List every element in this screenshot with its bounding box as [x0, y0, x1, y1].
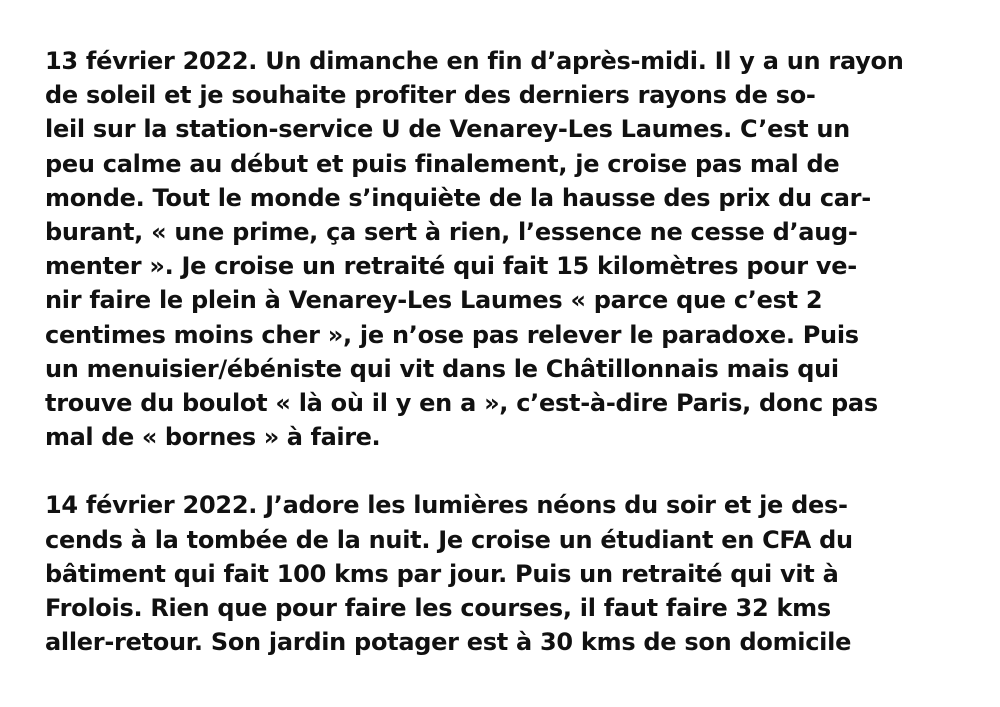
text-line: de soleil et je souhaite profiter des derniers rayons de so-	[45, 81, 816, 110]
text-line: nir faire le plein à Venarey-Les Laumes « parce que c’est 2	[45, 286, 823, 315]
text-line: leil sur la station-service U de Venarey-Les Laumes. C’est un	[45, 115, 850, 144]
text-line: 13 février 2022. Un dimanche en fin d’après-midi. Il y a un rayon	[45, 47, 904, 75]
text-line: mal de « bornes » à faire.	[45, 423, 381, 452]
paragraph-feb-13	[45, 44, 965, 454]
text-line: 14 février 2022. J’adore les lumières néons du soir et je des-	[45, 491, 848, 520]
text-line: Frolois. Rien que pour faire les courses, il faut faire 32 kms	[45, 594, 831, 622]
text-line: aller-retour. Son jardin potager est à 30 kms de son domicile	[45, 628, 852, 657]
text-line: peu calme au début et puis finalement, je croise pas mal de	[45, 149, 840, 178]
paragraph-feb-14	[45, 488, 965, 659]
text-line: cends à la tombée de la nuit. Je croise un étudiant en CFA du	[45, 525, 853, 554]
text-line: burant, « une prime, ça sert à rien, l’essence ne cesse d’aug-	[45, 217, 858, 246]
document-body	[45, 44, 965, 659]
text-line: monde. Tout le monde s’inquiète de la hausse des prix du car-	[45, 183, 871, 212]
text-line: bâtiment qui fait 100 kms par jour. Puis un retraité qui vit à	[45, 559, 839, 588]
text-line: centimes moins cher », je n’ose pas relever le paradoxe. Puis	[45, 320, 859, 349]
paragraph-spacer	[45, 454, 965, 488]
text-line: trouve du boulot « là où il y en a », c’est-à-dire Paris, donc pas	[45, 388, 878, 417]
text-line: menter ». Je croise un retraité qui fait 15 kilomètres pour ve-	[45, 252, 857, 281]
text-line: un menuisier/ébéniste qui vit dans le Châtillonnais mais qui	[45, 354, 839, 383]
